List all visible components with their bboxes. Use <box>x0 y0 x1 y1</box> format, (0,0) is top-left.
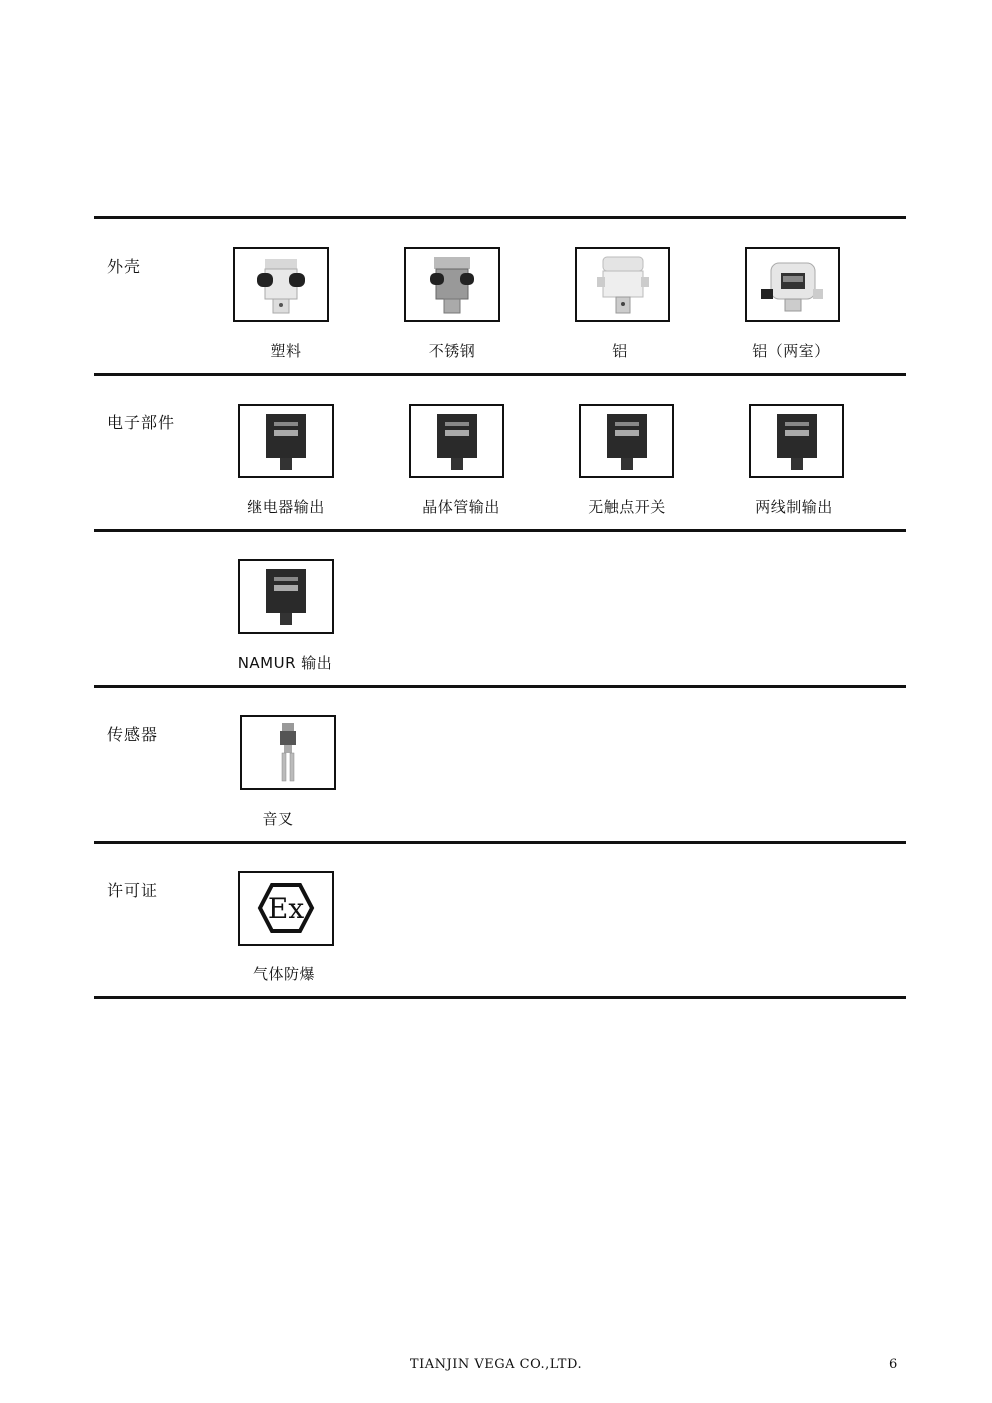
section-label-housing: 外壳 <box>107 257 142 276</box>
caption-namur: NAMUR 输出 <box>237 654 333 672</box>
page-number: 6 <box>889 1357 898 1372</box>
electronics-transistor-image <box>409 404 504 478</box>
caption-aluminium: 铝 <box>612 342 628 360</box>
caption-transistor: 晶体管输出 <box>422 498 500 516</box>
housing-stainless-image <box>404 247 500 322</box>
rule-top <box>94 216 906 219</box>
sensor-tuning-fork-image <box>240 715 336 790</box>
rule-bottom <box>94 996 906 999</box>
section-label-approvals: 许可证 <box>107 881 159 900</box>
rule-3 <box>94 685 906 688</box>
ex-symbol-icon <box>238 871 334 946</box>
svg-text:Ex: Ex <box>267 892 305 925</box>
caption-plastic: 塑料 <box>270 342 302 360</box>
section-label-sensor: 传感器 <box>107 725 159 744</box>
rule-1 <box>94 373 906 376</box>
electronics-two-wire-image <box>749 404 844 478</box>
housing-aluminium-image <box>575 247 670 322</box>
electronics-namur-image <box>238 559 334 634</box>
caption-contactless: 无触点开关 <box>588 498 666 516</box>
caption-tuning-fork: 音叉 <box>262 810 294 828</box>
rule-2 <box>94 529 906 532</box>
electronics-relay-image <box>238 404 334 478</box>
caption-aluminium-dual: 铝（两室） <box>752 342 830 360</box>
section-label-electronics: 电子部件 <box>107 413 176 432</box>
caption-relay: 继电器输出 <box>247 498 325 516</box>
caption-two-wire: 两线制输出 <box>755 498 833 516</box>
rule-4 <box>94 841 906 844</box>
caption-stainless: 不锈钢 <box>428 342 476 360</box>
housing-plastic-image <box>233 247 329 322</box>
housing-aluminium-dual-image <box>745 247 840 322</box>
caption-gas-explosion: 气体防爆 <box>252 965 316 983</box>
footer-company: TIANJIN VEGA CO.,LTD. <box>409 1357 583 1372</box>
electronics-contactless-image <box>579 404 674 478</box>
